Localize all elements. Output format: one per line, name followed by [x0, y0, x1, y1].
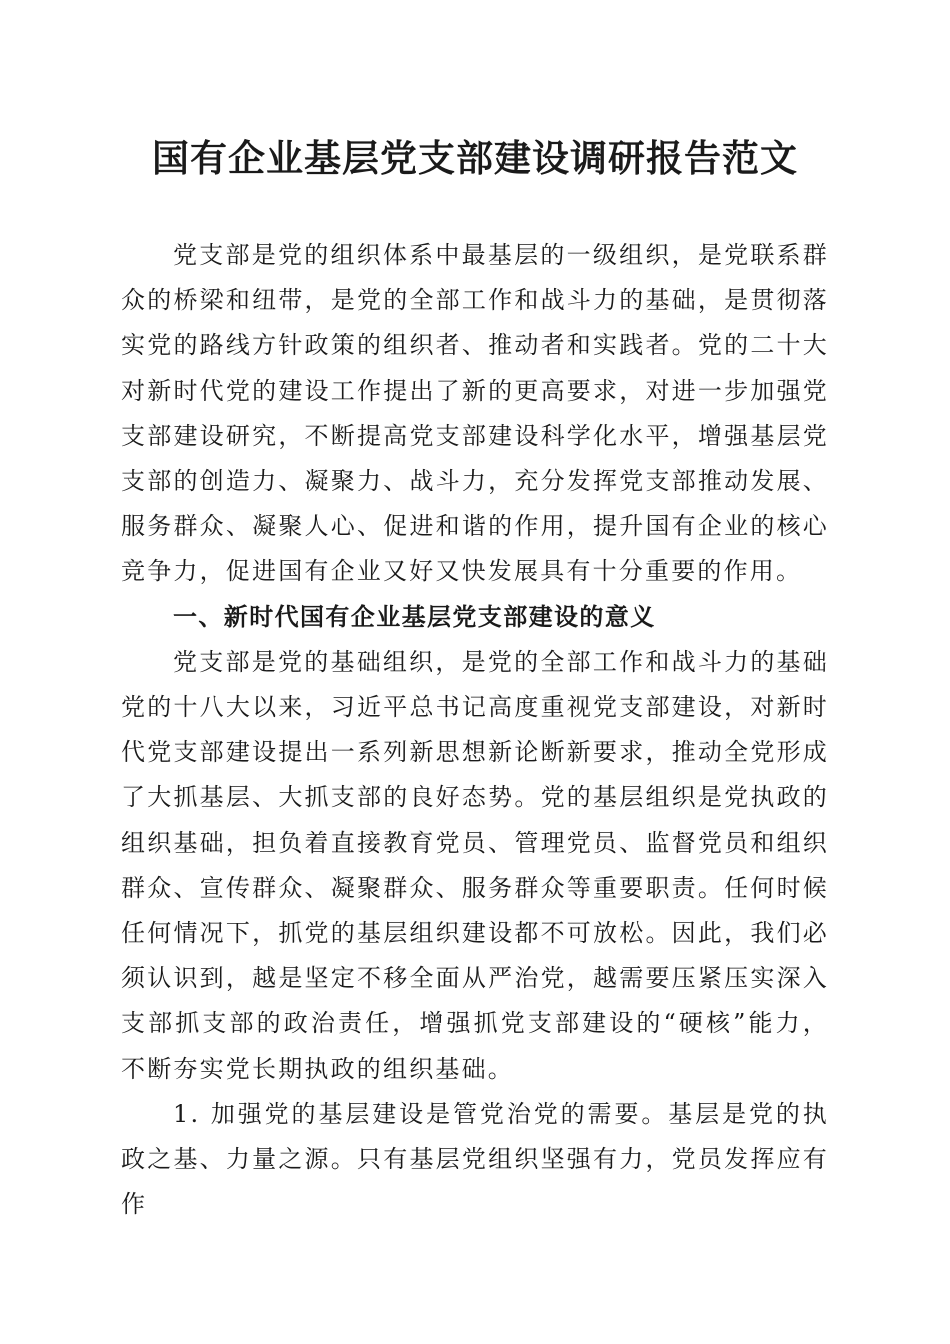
paragraph-significance: 党支部是党的基础组织，是党的全部工作和战斗力的基础党的十八大以来，习近平总书记高度重视党支部建设，对新时代党支部建设提出一系列新思想新论断新要求，推动全党形成了大抓基层、大抓支部的良好态势。党的基层组织是党执政的组织基础，担负着直接教育党员、管理党员、监督党员和组织群众、宣传群众、凝聚群众、服务群众等重要职责。任何时候任何情况下，抓党的基层组织建设都不可放松。因此，我们必须认识到，越是坚定不移全面从严治党，越需要压紧压实深入支部抓支部的政治责任，增强抓党支部建设的“硬核”能力，不断夯实党长期执政的组织基础。	[121, 647, 829, 1083]
document-body	[121, 233, 829, 1227]
section-heading-1: 一、新时代国有企业基层党支部建设的意义	[173, 602, 656, 631]
paragraph-intro: 党支部是党的组织体系中最基层的一级组织，是党联系群众的桥梁和纽带，是党的全部工作和战斗力的基础，是贯彻落实党的路线方针政策的组织者、推动者和实践者。党的二十大对新时代党的建设工作提出了新的更高要求，对进一步加强党支部建设研究，不断提高党支部建设科学化水平，增强基层党支部的创造力、凝聚力、战斗力，充分发挥党支部推动发展、服务群众、凝聚人心、促进和谐的作用，提升国有企业的核心竞争力，促进国有企业又好又快发展具有十分重要的作用。	[121, 241, 829, 586]
document-title: 国有企业基层党支部建设调研报告范文	[152, 136, 798, 180]
paragraph-point-1: 1. 加强党的基层建设是管党治党的需要。基层是党的执政之基、力量之源。只有基层党组织坚强有力，党员发挥应有作	[121, 1099, 829, 1219]
